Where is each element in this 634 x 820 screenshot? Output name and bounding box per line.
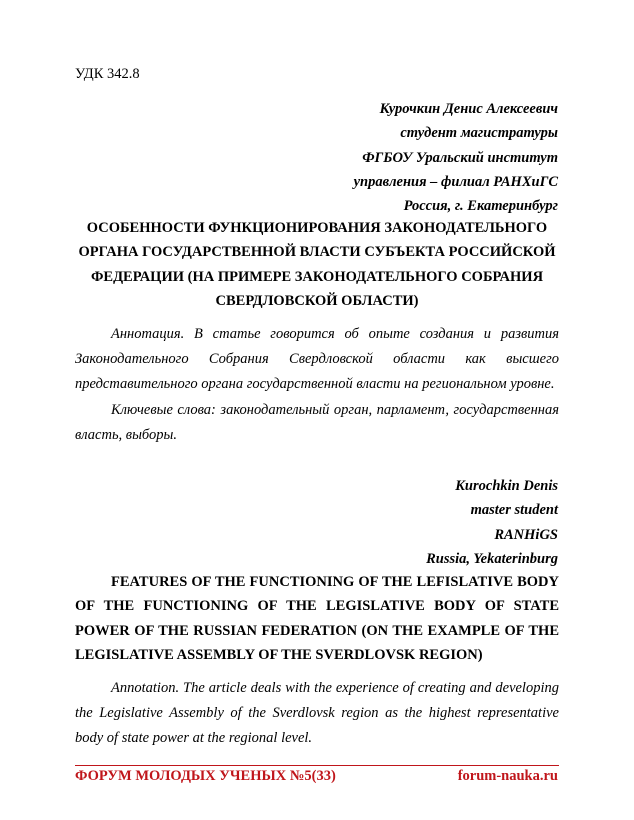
author-ru-name: Курочкин Денис Алексеевич [379, 101, 558, 117]
keywords-ru: Ключевые слова: законодательный орган, парламент, государственная власть, выборы. [75, 402, 559, 443]
title-ru: ОСОБЕННОСТИ ФУНКЦИОНИРОВАНИЯ ЗАКОНОДАТЕЛЬНОГО ОРГАНА ГОСУДАРСТВЕННОЙ ВЛАСТИ СУБЪЕКТА РОССИЙСКОЙ ФЕДЕРАЦИИ (НА ПРИМЕРЕ ЗАКОНОДАТЕЛЬНОГО СОБРАНИЯ СВЕРДЛОВСКОЙ ОБЛАСТИ) [78, 220, 556, 309]
author-en-location: Russia, Yekaterinburg [426, 550, 558, 567]
title-en: FEATURES OF THE FUNCTIONING OF THE LEFISLATIVE BODY OF THE FUNCTIONING OF THE LEGISLATIVE BODY OF STATE POWER OF THE RUSSIAN FEDERATION (ON THE EXAMPLE OF THE LEGISLATIVE ASSEMBLY OF THE SVERDLOVSK REGION) [75, 574, 559, 663]
author-en-position: master student [470, 502, 558, 519]
footer-journal: ФОРУМ МОЛОДЫХ УЧЕНЫХ №5(33) [75, 768, 336, 784]
author-en-org: RANHiGS [494, 526, 558, 543]
author-ru-org2: управления – филиал РАНХиГС [353, 173, 558, 190]
author-ru-position: студент магистратуры [400, 125, 558, 142]
footer-site-link[interactable]: forum-nauka.ru [457, 768, 558, 784]
annotation-ru: Аннотация. В статье говорится об опыте создания и развития Законодательного Собрания Свердловской области как высшего представительного органа государственной власти на региональном уровне. [75, 326, 559, 392]
author-ru-block [354, 97, 558, 218]
author-en-name: Kurochkin Denis [455, 478, 558, 494]
udk-code: УДК 342.8 [75, 66, 140, 82]
author-ru-location: Россия, г. Екатеринбург [403, 198, 558, 215]
author-ru-org1: ФГБОУ Уральский институт [362, 149, 558, 166]
author-en-block [426, 474, 558, 571]
footer-divider [75, 765, 559, 766]
annotation-en: Annotation. The article deals with the experience of creating and developing the Legislative Assembly of the Sverdlovsk region as the highest representative body of state power at the regional level. [75, 680, 559, 746]
